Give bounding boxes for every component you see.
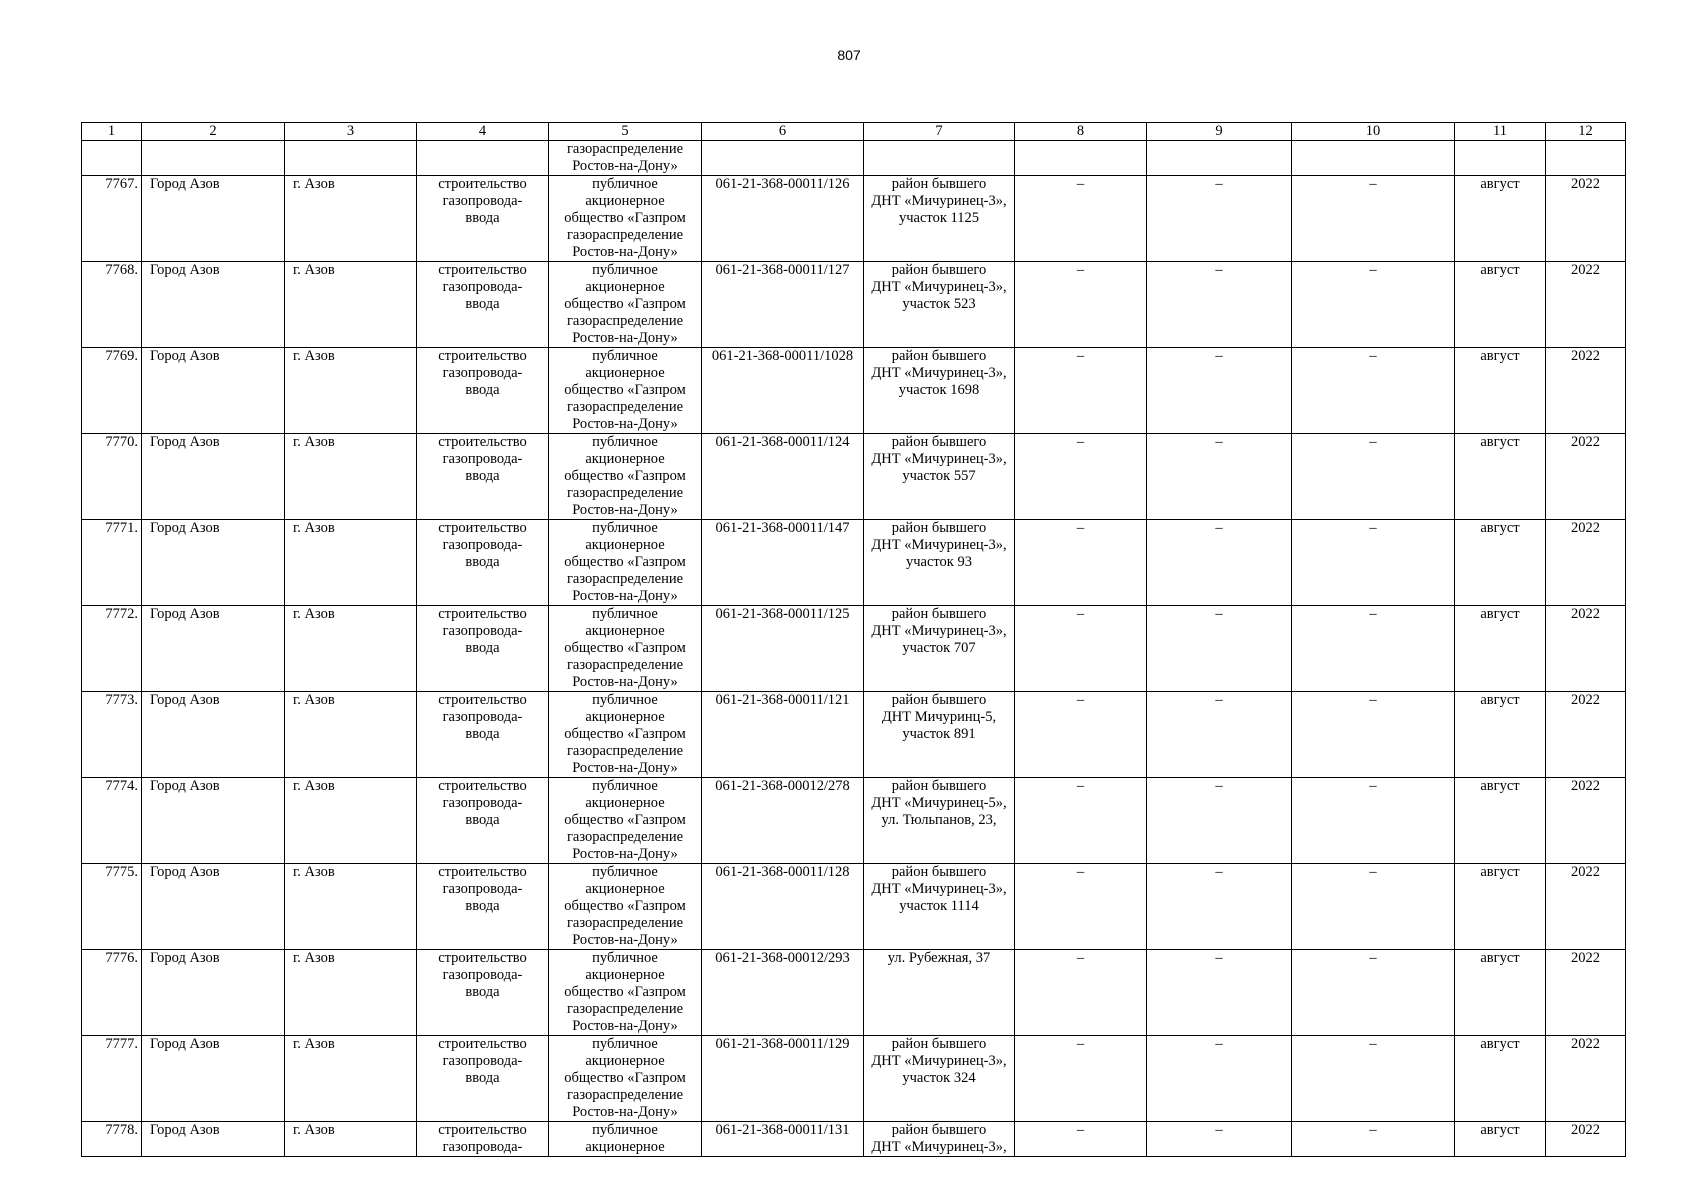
column-number: 5 [549, 123, 702, 141]
owner-cell: публичное акционерное [549, 1122, 702, 1157]
col-9-cell: – [1147, 176, 1292, 262]
col-8-cell: – [1015, 176, 1147, 262]
municipality-cell: Город Азов [142, 864, 285, 950]
empty-cell [1292, 141, 1455, 176]
month-cell: август [1455, 520, 1546, 606]
row-number-cell: 7772. [82, 606, 142, 692]
owner-cell: публичное акционерное общество «Газпром газораспределение Ростов-на-Дону» [549, 520, 702, 606]
year-cell: 2022 [1546, 950, 1626, 1036]
col-8-cell: – [1015, 950, 1147, 1036]
address-cell: район бывшего ДНТ Мичуринц-5, участок 891 [864, 692, 1015, 778]
col-10-cell: – [1292, 778, 1455, 864]
owner-cell: газораспределение Ростов-на-Дону» [549, 141, 702, 176]
empty-cell [142, 141, 285, 176]
permit-number-cell: 061-21-368-00011/147 [702, 520, 864, 606]
address-cell: район бывшего ДНТ «Мичуринец-3», участок 1125 [864, 176, 1015, 262]
column-number: 2 [142, 123, 285, 141]
col-8-cell: – [1015, 262, 1147, 348]
col-10-cell: – [1292, 348, 1455, 434]
col-10-cell: – [1292, 262, 1455, 348]
col-9-cell: – [1147, 864, 1292, 950]
month-cell: август [1455, 864, 1546, 950]
permit-number-cell: 061-21-368-00011/129 [702, 1036, 864, 1122]
column-number: 4 [417, 123, 549, 141]
table-row [82, 348, 1626, 434]
work-type-cell: строительство газопровода- ввода [417, 348, 549, 434]
row-number-cell: 7770. [82, 434, 142, 520]
municipality-cell: Город Азов [142, 348, 285, 434]
owner-cell: публичное акционерное общество «Газпром газораспределение Ростов-на-Дону» [549, 176, 702, 262]
owner-cell: публичное акционерное общество «Газпром газораспределение Ростов-на-Дону» [549, 606, 702, 692]
work-type-cell: строительство газопровода- ввода [417, 1036, 549, 1122]
work-type-cell: строительство газопровода- ввода [417, 778, 549, 864]
settlement-cell: г. Азов [285, 950, 417, 1036]
empty-cell [1015, 141, 1147, 176]
column-number: 8 [1015, 123, 1147, 141]
table-row [82, 692, 1626, 778]
address-cell: район бывшего ДНТ «Мичуринец-3», участок 93 [864, 520, 1015, 606]
table-row [82, 434, 1626, 520]
work-type-cell: строительство газопровода- ввода [417, 176, 549, 262]
col-10-cell: – [1292, 176, 1455, 262]
settlement-cell: г. Азов [285, 176, 417, 262]
settlement-cell: г. Азов [285, 1122, 417, 1157]
permit-number-cell: 061-21-368-00011/127 [702, 262, 864, 348]
table-row [82, 864, 1626, 950]
page-number: 807 [837, 47, 861, 63]
month-cell: август [1455, 434, 1546, 520]
col-9-cell: – [1147, 692, 1292, 778]
owner-cell: публичное акционерное общество «Газпром газораспределение Ростов-на-Дону» [549, 1036, 702, 1122]
table-row [82, 1036, 1626, 1122]
work-type-cell: строительство газопровода- ввода [417, 606, 549, 692]
year-cell: 2022 [1546, 520, 1626, 606]
address-cell: район бывшего ДНТ «Мичуринец-5», ул. Тюльпанов, 23, [864, 778, 1015, 864]
col-8-cell: – [1015, 606, 1147, 692]
registry-table [81, 122, 1626, 1157]
table-row [82, 262, 1626, 348]
col-10-cell: – [1292, 692, 1455, 778]
address-cell: район бывшего ДНТ «Мичуринец-3», участок 324 [864, 1036, 1015, 1122]
row-number-cell: 7773. [82, 692, 142, 778]
address-cell: район бывшего ДНТ «Мичуринец-3», участок 523 [864, 262, 1015, 348]
municipality-cell: Город Азов [142, 176, 285, 262]
month-cell: август [1455, 176, 1546, 262]
year-cell: 2022 [1546, 434, 1626, 520]
table-row [82, 606, 1626, 692]
address-cell: район бывшего ДНТ «Мичуринец-3», участок 707 [864, 606, 1015, 692]
owner-cell: публичное акционерное общество «Газпром газораспределение Ростов-на-Дону» [549, 262, 702, 348]
col-10-cell: – [1292, 950, 1455, 1036]
col-10-cell: – [1292, 864, 1455, 950]
year-cell: 2022 [1546, 1036, 1626, 1122]
year-cell: 2022 [1546, 864, 1626, 950]
column-number: 1 [82, 123, 142, 141]
column-number: 7 [864, 123, 1015, 141]
permit-number-cell: 061-21-368-00011/124 [702, 434, 864, 520]
col-8-cell: – [1015, 1036, 1147, 1122]
row-number-cell: 7776. [82, 950, 142, 1036]
owner-cell: публичное акционерное общество «Газпром газораспределение Ростов-на-Дону» [549, 864, 702, 950]
col-10-cell: – [1292, 520, 1455, 606]
row-number-cell: 7775. [82, 864, 142, 950]
empty-cell [864, 141, 1015, 176]
settlement-cell: г. Азов [285, 864, 417, 950]
year-cell: 2022 [1546, 606, 1626, 692]
col-9-cell: – [1147, 950, 1292, 1036]
empty-cell [1147, 141, 1292, 176]
owner-cell: публичное акционерное общество «Газпром газораспределение Ростов-на-Дону» [549, 692, 702, 778]
owner-cell: публичное акционерное общество «Газпром газораспределение Ростов-на-Дону» [549, 434, 702, 520]
month-cell: август [1455, 262, 1546, 348]
year-cell: 2022 [1546, 692, 1626, 778]
work-type-cell: строительство газопровода- ввода [417, 434, 549, 520]
row-number-cell: 7774. [82, 778, 142, 864]
permit-number-cell: 061-21-368-00011/125 [702, 606, 864, 692]
col-9-cell: – [1147, 1122, 1292, 1157]
col-9-cell: – [1147, 778, 1292, 864]
work-type-cell: строительство газопровода- ввода [417, 520, 549, 606]
table-row [82, 778, 1626, 864]
table-row [82, 176, 1626, 262]
row-number-cell: 7777. [82, 1036, 142, 1122]
col-9-cell: – [1147, 1036, 1292, 1122]
col-8-cell: – [1015, 520, 1147, 606]
address-cell: ул. Рубежная, 37 [864, 950, 1015, 1036]
col-8-cell: – [1015, 864, 1147, 950]
year-cell: 2022 [1546, 176, 1626, 262]
col-10-cell: – [1292, 1036, 1455, 1122]
year-cell: 2022 [1546, 348, 1626, 434]
municipality-cell: Город Азов [142, 520, 285, 606]
continuation-row [82, 141, 1626, 176]
empty-cell [417, 141, 549, 176]
month-cell: август [1455, 778, 1546, 864]
address-cell: район бывшего ДНТ «Мичуринец-3», участок 1114 [864, 864, 1015, 950]
empty-cell [1455, 141, 1546, 176]
column-number: 12 [1546, 123, 1626, 141]
month-cell: август [1455, 692, 1546, 778]
col-8-cell: – [1015, 778, 1147, 864]
col-8-cell: – [1015, 692, 1147, 778]
col-10-cell: – [1292, 1122, 1455, 1157]
permit-number-cell: 061-21-368-00011/1028 [702, 348, 864, 434]
work-type-cell: строительство газопровода- ввода [417, 864, 549, 950]
column-number: 3 [285, 123, 417, 141]
table-row [82, 1122, 1626, 1157]
settlement-cell: г. Азов [285, 520, 417, 606]
municipality-cell: Город Азов [142, 262, 285, 348]
settlement-cell: г. Азов [285, 262, 417, 348]
column-number-header-row [82, 123, 1626, 141]
col-8-cell: – [1015, 348, 1147, 434]
owner-cell: публичное акционерное общество «Газпром газораспределение Ростов-на-Дону» [549, 950, 702, 1036]
empty-cell [285, 141, 417, 176]
permit-number-cell: 061-21-368-00011/131 [702, 1122, 864, 1157]
year-cell: 2022 [1546, 778, 1626, 864]
table-body [82, 123, 1626, 1157]
municipality-cell: Город Азов [142, 606, 285, 692]
address-cell: район бывшего ДНТ «Мичуринец-3», [864, 1122, 1015, 1157]
column-number: 10 [1292, 123, 1455, 141]
col-9-cell: – [1147, 262, 1292, 348]
row-number-cell: 7768. [82, 262, 142, 348]
permit-number-cell: 061-21-368-00012/293 [702, 950, 864, 1036]
settlement-cell: г. Азов [285, 434, 417, 520]
municipality-cell: Город Азов [142, 950, 285, 1036]
work-type-cell: строительство газопровода- [417, 1122, 549, 1157]
col-8-cell: – [1015, 434, 1147, 520]
settlement-cell: г. Азов [285, 348, 417, 434]
row-number-cell: 7771. [82, 520, 142, 606]
col-10-cell: – [1292, 606, 1455, 692]
settlement-cell: г. Азов [285, 692, 417, 778]
permit-number-cell: 061-21-368-00011/121 [702, 692, 864, 778]
column-number: 11 [1455, 123, 1546, 141]
permit-number-cell: 061-21-368-00011/126 [702, 176, 864, 262]
municipality-cell: Город Азов [142, 778, 285, 864]
table-row [82, 950, 1626, 1036]
permit-number-cell: 061-21-368-00011/128 [702, 864, 864, 950]
municipality-cell: Город Азов [142, 434, 285, 520]
address-cell: район бывшего ДНТ «Мичуринец-3», участок 557 [864, 434, 1015, 520]
settlement-cell: г. Азов [285, 778, 417, 864]
work-type-cell: строительство газопровода- ввода [417, 262, 549, 348]
address-cell: район бывшего ДНТ «Мичуринец-3», участок 1698 [864, 348, 1015, 434]
table-row [82, 520, 1626, 606]
month-cell: август [1455, 1122, 1546, 1157]
year-cell: 2022 [1546, 262, 1626, 348]
work-type-cell: строительство газопровода- ввода [417, 950, 549, 1036]
column-number: 9 [1147, 123, 1292, 141]
empty-cell [702, 141, 864, 176]
month-cell: август [1455, 1036, 1546, 1122]
col-9-cell: – [1147, 348, 1292, 434]
row-number-cell: 7778. [82, 1122, 142, 1157]
column-number: 6 [702, 123, 864, 141]
col-9-cell: – [1147, 434, 1292, 520]
month-cell: август [1455, 606, 1546, 692]
month-cell: август [1455, 950, 1546, 1036]
owner-cell: публичное акционерное общество «Газпром газораспределение Ростов-на-Дону» [549, 778, 702, 864]
year-cell: 2022 [1546, 1122, 1626, 1157]
settlement-cell: г. Азов [285, 1036, 417, 1122]
owner-cell: публичное акционерное общество «Газпром газораспределение Ростов-на-Дону» [549, 348, 702, 434]
municipality-cell: Город Азов [142, 1036, 285, 1122]
municipality-cell: Город Азов [142, 1122, 285, 1157]
col-9-cell: – [1147, 520, 1292, 606]
row-number-cell: 7767. [82, 176, 142, 262]
work-type-cell: строительство газопровода- ввода [417, 692, 549, 778]
empty-cell [82, 141, 142, 176]
col-8-cell: – [1015, 1122, 1147, 1157]
month-cell: август [1455, 348, 1546, 434]
settlement-cell: г. Азов [285, 606, 417, 692]
permit-number-cell: 061-21-368-00012/278 [702, 778, 864, 864]
col-10-cell: – [1292, 434, 1455, 520]
empty-cell [1546, 141, 1626, 176]
col-9-cell: – [1147, 606, 1292, 692]
municipality-cell: Город Азов [142, 692, 285, 778]
row-number-cell: 7769. [82, 348, 142, 434]
